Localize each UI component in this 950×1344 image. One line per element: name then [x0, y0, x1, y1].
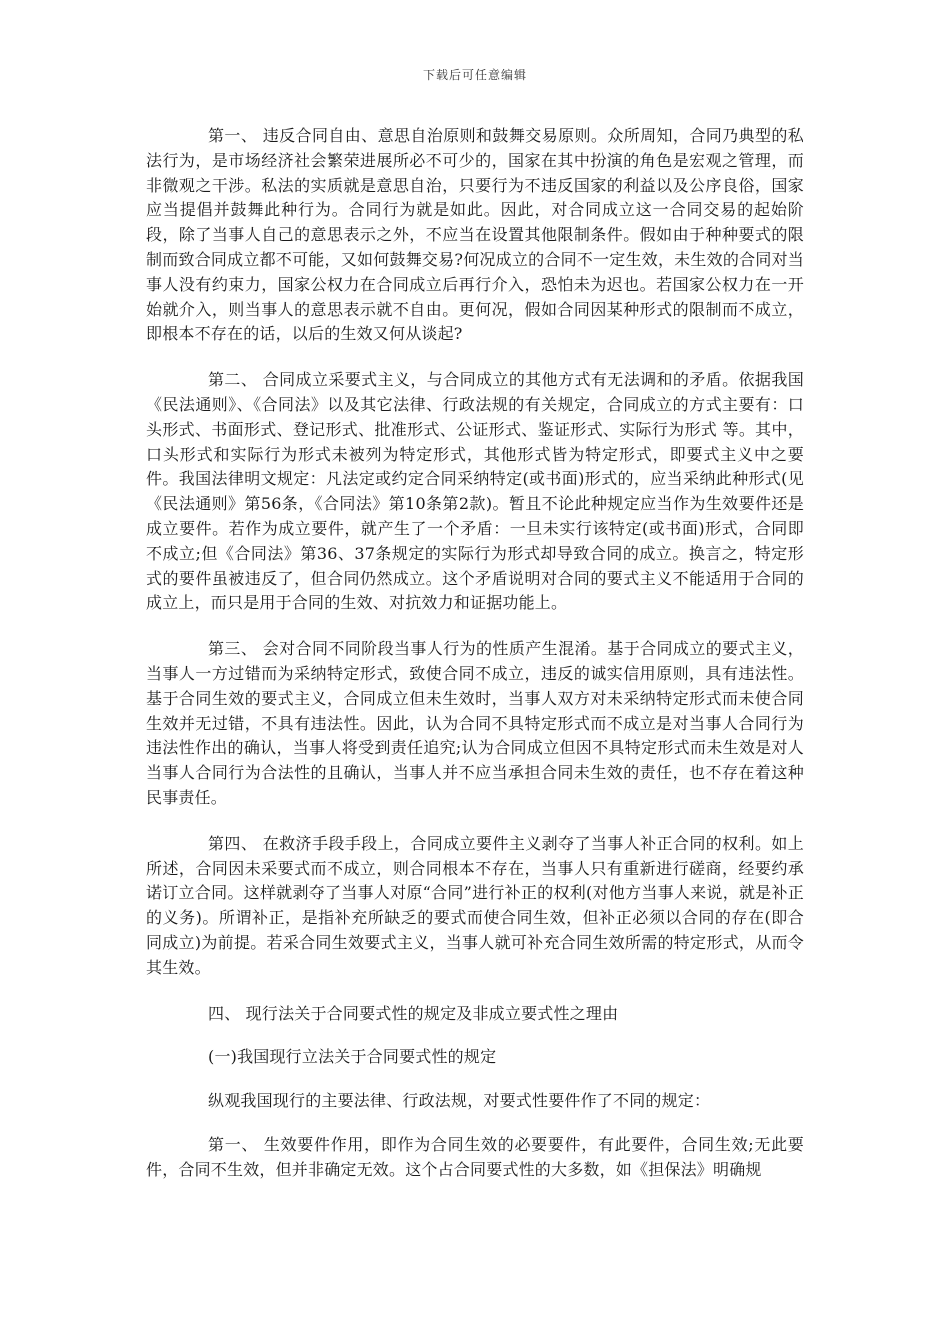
paragraph-first-point: 第一、 违反合同自由、意思自治原则和鼓舞交易原则。众所周知，合同乃典型的私法行为，是市场经济社会繁荣进展所必不可少的，国家在其中扮演的角色是宏观之管理，而非微观之干涉。私法的实质就是意思自治，只要行为不违反国家的利益以及公序良俗，国家应当提倡并鼓舞此种行为。合同行为就是如此。因此，对合同成立这一合同交易的起始阶段，除了当事人自己的意思表示之外，不应当在设置其他限制条件。假如由于种种要式的限制而致合同成立都不可能，又如何鼓舞交易?何况成立的合同不一定生效，未生效的合同对当事人没有约束力，国家公权力在合同成立后再行介入，恐怕未为迟也。若国家公权力在一开始就介入，则当事人的意思表示就不自由。更何况，假如合同因某种形式的限制而不成立，即根本不存在的话，以后的生效又何从谈起? [146, 126, 804, 344]
subsection-heading-one: (一)我国现行立法关于合同要式性的规定 [208, 1047, 497, 1067]
paragraph-overview: 纵观我国现行的主要法律、行政法规，对要式性要件作了不同的规定： [208, 1091, 711, 1111]
section-heading-four: 四、 现行法关于合同要式性的规定及非成立要式性之理由 [208, 1003, 619, 1023]
document-body [146, 124, 804, 1203]
paragraph-effect-requirement: 第一、 生效要件作用，即作为合同生效的必要要件，有此要件，合同生效;无此要件，合同不生效，但并非确定无效。这个占合同要式性的大多数，如《担保法》明确规 [146, 1134, 804, 1179]
paragraph-third-point: 第三、 会对合同不同阶段当事人行为的性质产生混淆。基于合同成立的要式主义，当事人一方过错而为采纳特定形式，致使合同不成立，违反的诚实信用原则，具有违法性。基于合同生效的要式主义，合同成立但未生效时，当事人双方对未采纳特定形式而未使合同生效并无过错，不具有违法性。因此，认为合同不具特定形式而不成立是对当事人合同行为违法性作出的确认，当事人将受到责任追究;认为合同成立但因不具特定形式而未生效是对人当事人合同行为合法性的且确认，当事人并不应当承担合同未生效的责任，也不存在着这种民事责任。 [146, 639, 804, 807]
paragraph-second-point: 第二、 合同成立采要式主义，与合同成立的其他方式有无法调和的矛盾。依据我国《民法通则》、《合同法》以及其它法律、行政法规的有关规定，合同成立的方式主要有：口头形式、书面形式、登记形式、批准形式、公证形式、鉴证形式、实际行为形式 等。其中，口头形式和实际行为形式未被列为特定形式，其他形式皆为特定形式，即要式主义中之要件。我国法律明文规定：凡法定或约定合同采纳特定(或书面)形式的，应当采纳此种形式(见《民法通则》第56条，《合同法》第10条第2款)。暂且不论此种规定应当作为生效要件还是成立要件。若作为成立要件，就产生了一个矛盾：一旦未实行该特定(或书面)形式，合同即不成立;但《合同法》第36、37条规定的实际行为形式却导致合同的成立。换言之，特定形式的要件虽被违反了，但合同仍然成立。这个矛盾说明对合同的要式主义不能适用于合同的成立上，而只是用于合同的生效、对抗效力和证据功能上。 [146, 370, 804, 613]
page-header-note: 下载后可任意编辑 [422, 68, 527, 82]
paragraph-fourth-point: 第四、 在救济手段手段上，合同成立要件主义剥夺了当事人补正合同的权利。如上所述，合同因未采要式而不成立，则合同根本不存在，当事人只有重新进行磋商，经要约承诺订立合同。这样就剥夺了当事人对原“合同”进行补正的权利(对他方当事人来说，就是补正的义务)。所谓补正，是指补充所缺乏的要式而使合同生效，但补正必须以合同的存在(即合同成立)为前提。若采合同生效要式主义，当事人就可补充合同生效所需的特定形式，从而令其生效。 [146, 833, 804, 977]
